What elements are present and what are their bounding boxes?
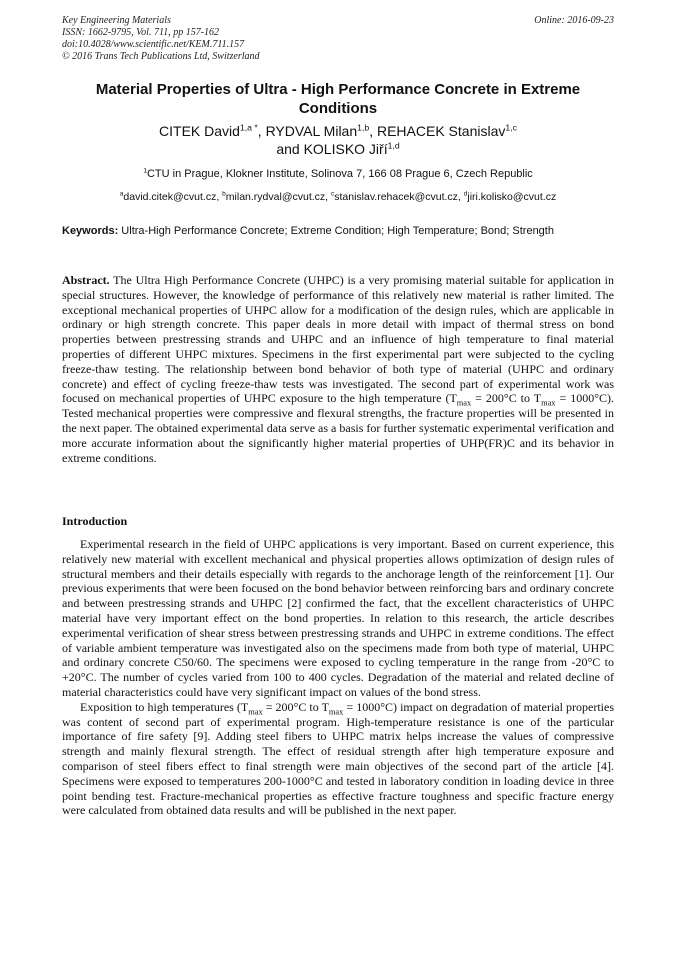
author-affiliation-mark: 1,b bbox=[357, 122, 370, 133]
author-name: REHACEK Stanislav bbox=[376, 123, 506, 139]
author-name: RYDVAL Milan bbox=[265, 123, 358, 139]
email-link[interactable]: jiri.kolisko@cvut.cz bbox=[467, 191, 557, 203]
subscript: max bbox=[248, 707, 263, 717]
abstract-text: = 200°C to T bbox=[471, 391, 542, 406]
email-link[interactable]: milan.rydval@cvut.cz, bbox=[225, 191, 331, 203]
section-heading-introduction: Introduction bbox=[62, 514, 128, 528]
subscript: max bbox=[456, 398, 472, 408]
running-header bbox=[62, 15, 614, 63]
email-mark: b bbox=[222, 190, 226, 198]
journal-name: Key Engineering Materials bbox=[62, 15, 171, 26]
author-name: KOLISKO Jiří bbox=[303, 141, 388, 157]
paragraph-text: = 1000°C) impact on degradation of material properties was content of second part of experimental program. High-temperature resistance is one of the particular importance of fire safety [9]. Adding steel fibers to UHPC matrix helps increase the values of compressive strength and mainly flexural strength. The effect of residual strength after high temperature exposure and comparison of steel fibers effect to final strength were main objectives of the second part of the article [4]. Specimens were exposed to temperatures 200-1000°C and tested in laboratory condition in loading device in three point bending test. Fracture-mechanical properties as effective fracture toughness and specific fracture energy were calculated from obtained data results and will be published in the next paper. bbox=[62, 699, 614, 818]
author-affiliation-mark: 1,d bbox=[387, 140, 400, 151]
paragraph: Experimental research in the field of UHPC applications is very important. Based on current experience, this relatively new material with excellent mechanical and physical properties allows optimization of design rules of structural members and their details especially with regards to the anchorage length of the reinforcement [1]. Our previous experiments that were been focused on the bond behavior between reinforcing bars and ordinary concrete and between prestressing strands and UHPC [2] confirmed the fact, that the excellent characteristics of UHPC material have very important effect on the bond properties. In relation to this research, the article describes experimental verification of shear stress between prestressing strands and UHPC in extreme conditions. The effect of variable ambient temperature was investigated also on the specimens made from both type of material, UHPC and ordinary concrete C50/60. The specimens were exposed to cycling temperature in the range from -20°C to +20°C. The number of cycles varied from 100 to 400 cycles. Degradation of the material and related decline of material characteristics could have very significant impact on values of the bond stress. bbox=[62, 537, 614, 699]
email-list bbox=[62, 190, 614, 204]
author-conjunction: and bbox=[276, 141, 304, 157]
keywords-text: Ultra-High Performance Concrete; Extreme Condition; High Temperature; Bond; Strength bbox=[118, 225, 554, 237]
online-date: Online: 2016-09-23 bbox=[534, 15, 614, 26]
author-separator: , bbox=[257, 123, 266, 139]
author-separator: , bbox=[369, 123, 377, 139]
subscript: max bbox=[541, 398, 556, 408]
affiliation-text: CTU in Prague, Klokner Institute, Solinova 7, 166 08 Prague 6, Czech Republic bbox=[146, 168, 533, 180]
email-link[interactable]: stanislav.rehacek@cvut.cz, bbox=[334, 191, 464, 203]
keywords bbox=[62, 224, 614, 238]
abstract bbox=[62, 273, 614, 465]
author-affiliation-mark: 1,a * bbox=[239, 122, 258, 133]
paragraph-text: = 200°C to T bbox=[262, 699, 329, 714]
introduction-body bbox=[62, 537, 614, 818]
paper-title: Material Properties of Ultra - High Performance Concrete in Extreme Conditions bbox=[95, 81, 581, 117]
abstract-text: = 1000°C). Tested mechanical properties were compressive and flexural strengths, the fracture properties will be presented in the next paper. The obtained experimental data serve as a basis for further systematic experimental verification and more accurate information about the significantly higher material properties of UHP(FR)C and its behavior in extreme conditions. bbox=[62, 391, 614, 465]
email-mark: a bbox=[119, 190, 124, 198]
issn-line: ISSN: 1662-9795, Vol. 711, pp 157-162 bbox=[62, 27, 220, 38]
author-list bbox=[62, 122, 614, 158]
email-mark: c bbox=[330, 190, 335, 198]
paragraph-text: Exposition to high temperatures (T bbox=[80, 699, 249, 714]
author-name: CITEK David bbox=[159, 123, 240, 139]
journal-info bbox=[62, 15, 614, 63]
affiliation-mark: 1 bbox=[143, 167, 147, 175]
abstract-text: The Ultra High Performance Concrete (UHPC) is a very promising material suitable for application in special structures. However, the knowledge of performance of this relatively new material is rather limited. The exceptional mechanical properties of UHPC allow for a modification of the design rules, which are applicable in ordinary or high strength concrete. This paper deals in more detail with impact of thermal stress on bond properties between prestressing strands and UHPC and an influence of high temperature to final material properties of different UHPC mixtures. Specimens in the first experimental part were subjected to the cycling freeze-thaw testing. The relationship between bond behavior of both type of material (UHPC and ordinary concrete) and effect of cycling freeze-thaw tests was investigated. The second part of experimental work was focused on mechanical properties of UHPC exposure to the high temperature (T bbox=[62, 273, 614, 406]
paragraph bbox=[62, 700, 614, 818]
copyright-line: © 2016 Trans Tech Publications Ltd, Switzerland bbox=[62, 51, 260, 62]
email-link[interactable]: david.citek@cvut.cz, bbox=[123, 191, 223, 203]
subscript: max bbox=[328, 707, 344, 717]
abstract-label: Abstract. bbox=[62, 273, 110, 287]
author-affiliation-mark: 1,c bbox=[505, 122, 517, 133]
keywords-label: Keywords: bbox=[62, 225, 119, 237]
affiliation bbox=[62, 167, 614, 181]
doi-line: doi:10.4028/www.scientific.net/KEM.711.157 bbox=[62, 39, 245, 50]
email-mark: d bbox=[463, 190, 468, 198]
